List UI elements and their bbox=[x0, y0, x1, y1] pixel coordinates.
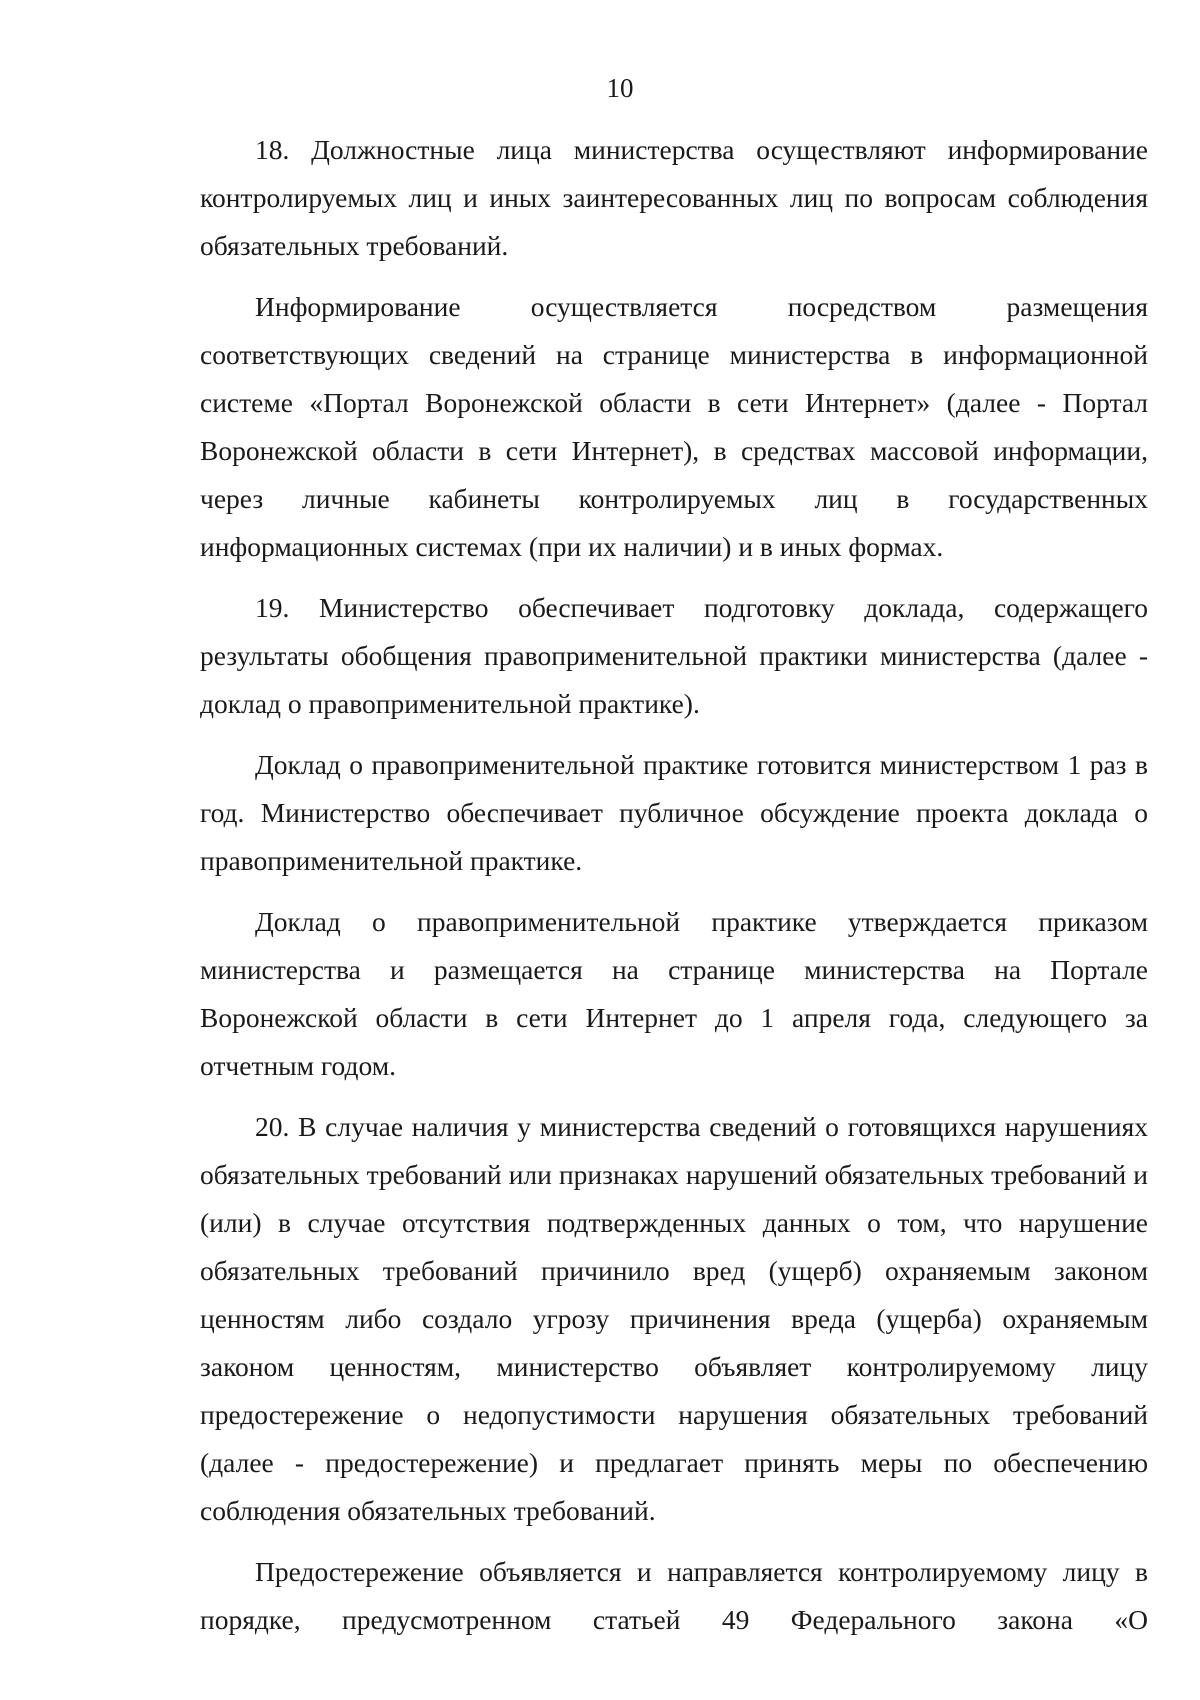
page-number: 10 bbox=[606, 73, 634, 103]
paragraph-19: 19. Министерство обеспечивает подготовку доклада, содержащего результаты обобщения правоприменительной практики министерства (далее - доклад о правоприменительной практике). bbox=[200, 592, 1148, 719]
paragraph-informing: Информирование осуществляется посредством размещения соответствующих сведений на странице министерства в информационной системе «Портал Воронежской области в сети Интернет» (далее - Портал Воронежской области в сети Интернет), в средствах массовой информации, через личные кабинеты контролируемых лиц в государственных информационных системах (при их наличии) и в иных формах. bbox=[200, 291, 1148, 562]
paragraph-18: 18. Должностные лица министерства осуществляют информирование контролируемых лиц и иных заинтересованных лиц по вопросам соблюдения обязательных требований. bbox=[200, 134, 1148, 261]
document-body bbox=[200, 126, 1148, 1644]
paragraph-report-yearly: Доклад о правоприменительной практике готовится министерством 1 раз в год. Министерство обеспечивает публичное обсуждение проекта доклада о правоприменительной практике. bbox=[200, 749, 1148, 876]
paragraph-20: 20. В случае наличия у министерства сведений о готовящихся нарушениях обязательных требований или признаках нарушений обязательных требований и (или) в случае отсутствия подтвержденных данных о том, что нарушение обязательных требований причинило вред (ущерб) охраняемым законом ценностям либо создало угрозу причинения вреда (ущерба) охраняемым законом ценностям, министерство объявляет контролируемому лицу предостережение о недопустимости нарушения обязательных требований (далее - предостережение) и предлагает принять меры по обеспечению соблюдения обязательных требований. bbox=[200, 1111, 1148, 1526]
paragraph-warning-issued: Предостережение объявляется и направляется контролируемому лицу в порядке, предусмотренном статьей 49 Федерального закона «О bbox=[200, 1556, 1148, 1635]
paragraph-report-approval: Доклад о правоприменительной практике утверждается приказом министерства и размещается на странице министерства на Портале Воронежской области в сети Интернет до 1 апреля года, следующего за отчетным годом. bbox=[200, 906, 1148, 1081]
